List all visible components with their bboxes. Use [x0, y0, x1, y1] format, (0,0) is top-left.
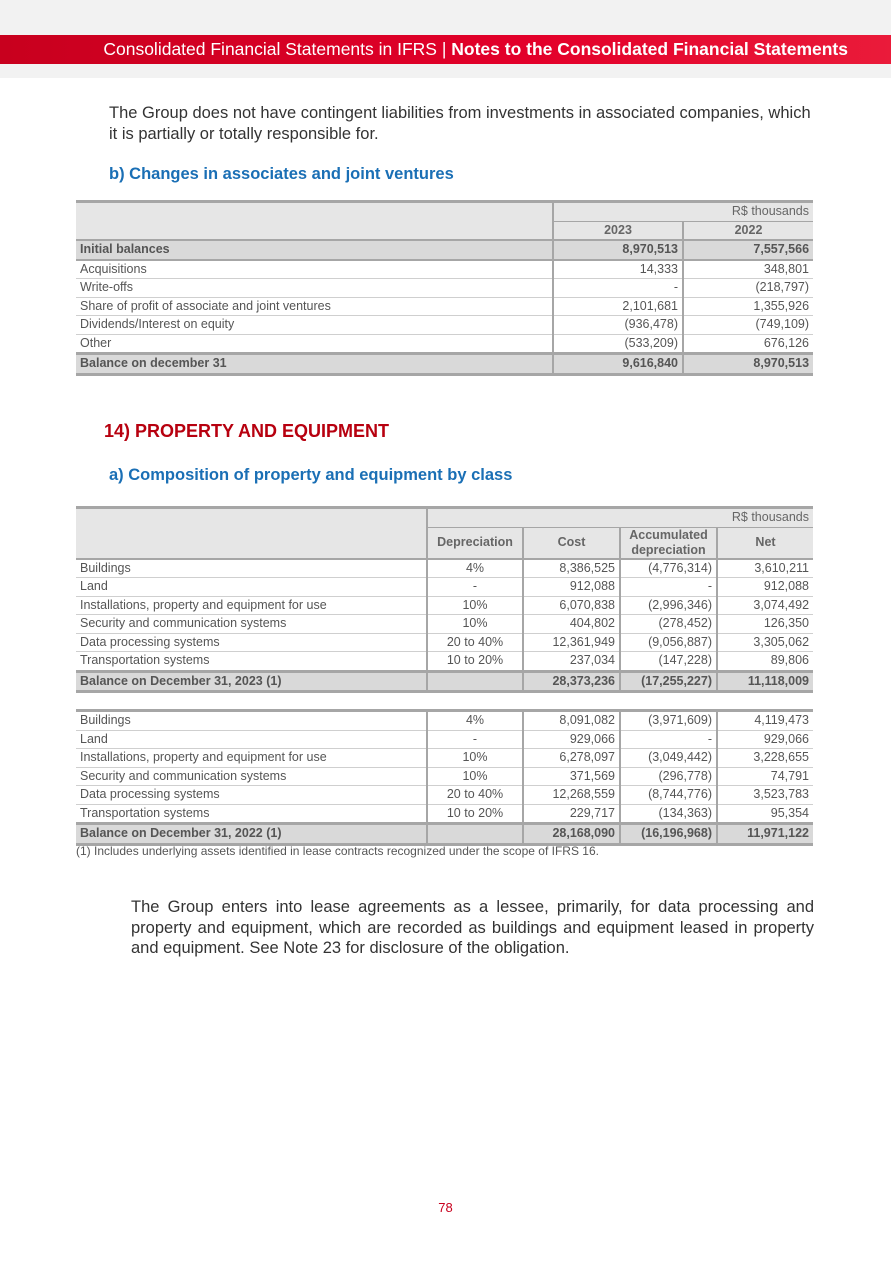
intro-paragraph: The Group does not have contingent liabilities from investments in associated companies, which it is partially or totally responsible for. — [109, 104, 811, 143]
header-underbar — [0, 64, 891, 78]
cell-value: 3,305,062 — [717, 633, 813, 652]
section-title: 14) PROPERTY AND EQUIPMENT — [104, 421, 390, 441]
cell-value: 237,034 — [523, 652, 620, 672]
row-label: Land — [76, 730, 427, 749]
cell-value: 3,523,783 — [717, 786, 813, 805]
cell-value: 20 to 40% — [427, 633, 523, 652]
table-row — [76, 615, 813, 634]
cell-value: 8,970,513 — [553, 240, 683, 260]
cell-value: 7,557,566 — [683, 240, 813, 260]
table-row — [76, 633, 813, 652]
cell-value: 1,355,926 — [683, 297, 813, 316]
cell-value: 929,066 — [717, 730, 813, 749]
table-row — [76, 730, 813, 749]
cell-value: 6,278,097 — [523, 749, 620, 768]
cell-value: (17,255,227) — [620, 671, 717, 692]
unit-label: R$ thousands — [553, 202, 813, 222]
cell-value: (16,196,968) — [620, 824, 717, 845]
table-row — [76, 767, 813, 786]
table-row — [76, 804, 813, 824]
cell-value: 4% — [427, 559, 523, 578]
cell-value: 10% — [427, 767, 523, 786]
table-row — [76, 596, 813, 615]
cell-value: 912,088 — [523, 578, 620, 597]
header-title-bold: Notes to the Consolidated Financial Statements — [451, 39, 848, 59]
row-label: Dividends/Interest on equity — [76, 316, 553, 335]
column-header-line: Accumulated — [629, 527, 708, 542]
row-label: Share of profit of associate and joint ventures — [76, 297, 553, 316]
cell-value: 20 to 40% — [427, 786, 523, 805]
ppe-heading: a) Composition of property and equipment by class — [109, 466, 513, 484]
cell-value: 3,228,655 — [717, 749, 813, 768]
cell-value: 89,806 — [717, 652, 813, 672]
cell-value: 12,268,559 — [523, 786, 620, 805]
cell-value: - — [620, 578, 717, 597]
table-row — [76, 786, 813, 805]
column-header-depreciation: Depreciation — [427, 527, 523, 559]
associates-table — [76, 200, 813, 376]
row-label: Security and communication systems — [76, 615, 427, 634]
cell-value: 12,361,949 — [523, 633, 620, 652]
row-label: Transportation systems — [80, 653, 210, 668]
cell-value: (4,776,314) — [620, 559, 717, 578]
cell-value: 10% — [427, 749, 523, 768]
cell-value: (533,209) — [553, 334, 683, 354]
cell-value: (2,996,346) — [620, 596, 717, 615]
cell-value: 10 to 20% — [427, 804, 523, 824]
cell-value: (3,971,609) — [620, 711, 717, 731]
ppe-table-2022 — [76, 709, 813, 846]
row-label: Balance on December 31, 2022 (1) — [76, 824, 427, 845]
column-header-net: Net — [717, 527, 813, 559]
cell-value: 10% — [427, 596, 523, 615]
row-label: Buildings — [76, 711, 427, 731]
table-row — [76, 559, 813, 578]
table-header-blank — [76, 202, 553, 241]
row-label: Acquisitions — [76, 260, 553, 279]
column-header-2022: 2022 — [683, 221, 813, 240]
cell-value: 10 to 20% — [427, 652, 523, 672]
cell-value: (134,363) — [620, 804, 717, 824]
table-row — [76, 297, 813, 316]
cell-value: 8,091,082 — [523, 711, 620, 731]
cell-value: 10% — [427, 615, 523, 634]
cell-value: 11,118,009 — [717, 671, 813, 692]
cell-value: (147,228) — [620, 652, 717, 672]
cell-value: 4% — [427, 711, 523, 731]
row-label: Installations, property and equipment for use — [76, 596, 427, 615]
row-label: Security and communication systems — [76, 767, 427, 786]
cell-value: 404,802 — [523, 615, 620, 634]
row-label: Buildings — [76, 559, 427, 578]
table-row-total — [76, 354, 813, 375]
row-label: Data processing systems — [76, 786, 427, 805]
cell-value: - — [427, 578, 523, 597]
row-label: Balance on december 31 — [76, 354, 553, 375]
row-label: Transportation systems — [80, 805, 210, 820]
cell-value: (296,778) — [620, 767, 717, 786]
cell-value: (278,452) — [620, 615, 717, 634]
table-row — [76, 652, 813, 672]
cell-value: 95,354 — [717, 804, 813, 824]
table-row — [76, 316, 813, 335]
associates-heading: b) Changes in associates and joint ventures — [109, 165, 454, 183]
column-header-2023: 2023 — [553, 221, 683, 240]
table-row-initial — [76, 240, 813, 260]
cell-value: (9,056,887) — [620, 633, 717, 652]
cell-value: 929,066 — [523, 730, 620, 749]
cell-value: 229,717 — [523, 804, 620, 824]
lease-paragraph: The Group enters into lease agreements as a lessee, primarily, for data processing and property and equipment, which are recorded as buildings and equipment leased in property and equipment. See Note 23 for disclosure of the obligation. — [131, 898, 814, 957]
table-row — [76, 260, 813, 279]
unit-label: R$ thousands — [427, 508, 813, 528]
cell-value: 74,791 — [717, 767, 813, 786]
header-banner — [0, 35, 891, 64]
cell-value: 348,801 — [683, 260, 813, 279]
table-row — [76, 334, 813, 354]
column-header-line: depreciation — [631, 542, 706, 557]
row-label: Write-offs — [76, 279, 553, 298]
row-label: Other — [80, 335, 112, 350]
table-row — [76, 711, 813, 731]
cell-value: 4,119,473 — [717, 711, 813, 731]
column-header-cost: Cost — [523, 527, 620, 559]
ppe-table-2023 — [76, 506, 813, 693]
cell-value: 3,610,211 — [717, 559, 813, 578]
cell-value: (8,744,776) — [620, 786, 717, 805]
cell-empty — [427, 671, 523, 692]
cell-value: (749,109) — [683, 316, 813, 335]
table-row — [76, 749, 813, 768]
cell-value: 28,373,236 — [523, 671, 620, 692]
cell-value: - — [620, 730, 717, 749]
cell-value: 8,386,525 — [523, 559, 620, 578]
row-label: Land — [76, 578, 427, 597]
table-row-total — [76, 671, 813, 692]
cell-value: - — [427, 730, 523, 749]
row-label: Installations, property and equipment for use — [76, 749, 427, 768]
table-footnote: (1) Includes underlying assets identified in lease contracts recognized under the scope of IFRS 16. — [76, 844, 599, 858]
cell-value: 3,074,492 — [717, 596, 813, 615]
header-title-regular: Consolidated Financial Statements in IFRS | — [103, 39, 447, 59]
cell-value: 912,088 — [717, 578, 813, 597]
column-header-accumulated-depreciation — [620, 527, 717, 559]
cell-value: (3,049,442) — [620, 749, 717, 768]
table-row-total — [76, 824, 813, 845]
row-label: Initial balances — [76, 240, 553, 260]
cell-value: (218,797) — [683, 279, 813, 298]
cell-value: 8,970,513 — [683, 354, 813, 375]
row-label: Data processing systems — [76, 633, 427, 652]
cell-value: (936,478) — [553, 316, 683, 335]
cell-value: 9,616,840 — [553, 354, 683, 375]
cell-value: 11,971,122 — [717, 824, 813, 845]
cell-value: 14,333 — [553, 260, 683, 279]
cell-value: 28,168,090 — [523, 824, 620, 845]
cell-value: 371,569 — [523, 767, 620, 786]
cell-value: 2,101,681 — [553, 297, 683, 316]
cell-value: - — [553, 279, 683, 298]
table-row — [76, 279, 813, 298]
cell-empty — [427, 824, 523, 845]
row-label: Balance on December 31, 2023 (1) — [76, 671, 427, 692]
cell-value: 126,350 — [717, 615, 813, 634]
table-row — [76, 578, 813, 597]
table-header-blank — [76, 508, 427, 559]
cell-value: 676,126 — [683, 334, 813, 354]
top-margin — [0, 0, 891, 35]
page-number: 78 — [438, 1200, 453, 1215]
cell-value: 6,070,838 — [523, 596, 620, 615]
